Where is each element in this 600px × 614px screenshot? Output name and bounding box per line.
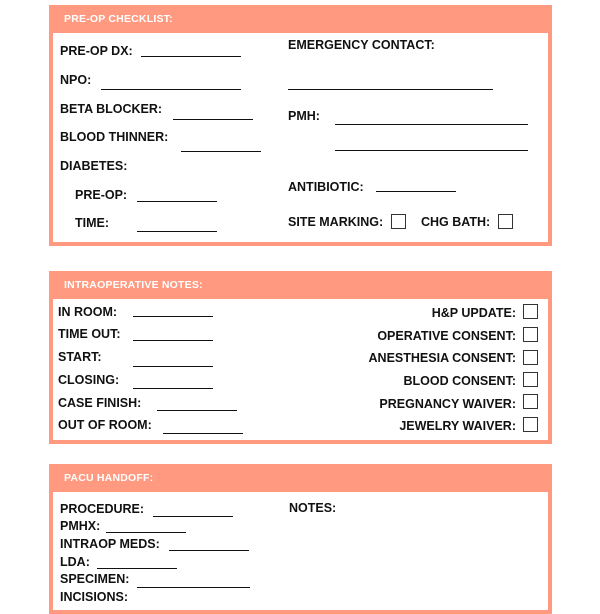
npo-label: NPO: xyxy=(60,73,92,87)
case-finish-label: CASE FINISH: xyxy=(58,396,142,410)
procedure-field[interactable] xyxy=(153,516,233,517)
pacu-title: PACU HANDOFF: xyxy=(64,472,154,484)
procedure-label: PROCEDURE: xyxy=(60,502,145,516)
closing-label: CLOSING: xyxy=(58,373,120,387)
lda-field[interactable] xyxy=(97,568,177,569)
site-marking-checkbox[interactable] xyxy=(391,214,406,229)
jewelry-waiver-checkbox[interactable] xyxy=(523,417,538,432)
diabetes-label: DIABETES: xyxy=(60,159,128,173)
jewelry-waiver-label: JEWELRY WAIVER: xyxy=(399,419,516,433)
pmhx-field[interactable] xyxy=(106,532,186,533)
diabetes-preop-field[interactable] xyxy=(137,201,217,202)
blood-consent-label: BLOOD CONSENT: xyxy=(403,374,516,388)
operative-consent-label: OPERATIVE CONSENT: xyxy=(377,329,516,343)
specimen-field[interactable] xyxy=(137,587,250,588)
intraop-meds-field[interactable] xyxy=(169,550,249,551)
pregnancy-waiver-checkbox[interactable] xyxy=(523,394,538,409)
specimen-label: SPECIMEN: xyxy=(60,572,130,586)
anesthesia-consent-label: ANESTHESIA CONSENT: xyxy=(368,351,516,365)
incisions-label: INCISIONS: xyxy=(60,590,129,604)
anesthesia-consent-checkbox[interactable] xyxy=(523,350,538,365)
diabetes-time-field[interactable] xyxy=(137,231,217,232)
in-room-label: IN ROOM: xyxy=(58,305,118,319)
notes-label: NOTES: xyxy=(289,501,337,515)
beta-blocker-field[interactable] xyxy=(173,119,253,120)
operative-consent-checkbox[interactable] xyxy=(523,327,538,342)
diabetes-time-label: TIME: xyxy=(75,216,110,230)
pmh-field-2[interactable] xyxy=(335,150,528,151)
lda-label: LDA: xyxy=(60,555,90,569)
beta-blocker-label: BETA BLOCKER: xyxy=(60,102,163,116)
intraop-title: INTRAOPERATIVE NOTES: xyxy=(64,279,203,291)
case-finish-field[interactable] xyxy=(157,410,237,411)
preop-dx-field[interactable] xyxy=(141,56,241,57)
pmh-label: PMH: xyxy=(288,109,320,123)
pregnancy-waiver-label: PREGNANCY WAIVER: xyxy=(379,397,516,411)
hp-update-checkbox[interactable] xyxy=(523,304,538,319)
emergency-contact-label: EMERGENCY CONTACT: xyxy=(288,38,435,52)
hp-update-label: H&P UPDATE: xyxy=(431,306,516,320)
antibiotic-field[interactable] xyxy=(376,191,456,192)
preop-title: PRE-OP CHECKLIST: xyxy=(64,13,173,25)
start-field[interactable] xyxy=(133,366,213,367)
out-of-room-label: OUT OF ROOM: xyxy=(58,418,152,432)
npo-field[interactable] xyxy=(101,89,241,90)
blood-thinner-field[interactable] xyxy=(181,151,261,152)
pmh-field-1[interactable] xyxy=(335,124,528,125)
start-label: START: xyxy=(58,350,102,364)
in-room-field[interactable] xyxy=(133,316,213,317)
out-of-room-field[interactable] xyxy=(163,433,243,434)
intraop-meds-label: INTRAOP MEDS: xyxy=(60,537,160,551)
emergency-contact-field[interactable] xyxy=(288,89,493,90)
time-out-label: TIME OUT: xyxy=(58,327,121,341)
diabetes-preop-label: PRE-OP: xyxy=(75,188,128,202)
blood-consent-checkbox[interactable] xyxy=(523,372,538,387)
blood-thinner-label: BLOOD THINNER: xyxy=(60,130,169,144)
chg-bath-label: CHG BATH: xyxy=(421,215,491,229)
preop-dx-label: PRE-OP DX: xyxy=(60,44,133,58)
antibiotic-label: ANTIBIOTIC: xyxy=(288,180,364,194)
site-marking-label: SITE MARKING: xyxy=(288,215,384,229)
chg-bath-checkbox[interactable] xyxy=(498,214,513,229)
time-out-field[interactable] xyxy=(133,340,213,341)
closing-field[interactable] xyxy=(133,388,213,389)
pmhx-label: PMHX: xyxy=(60,519,101,533)
